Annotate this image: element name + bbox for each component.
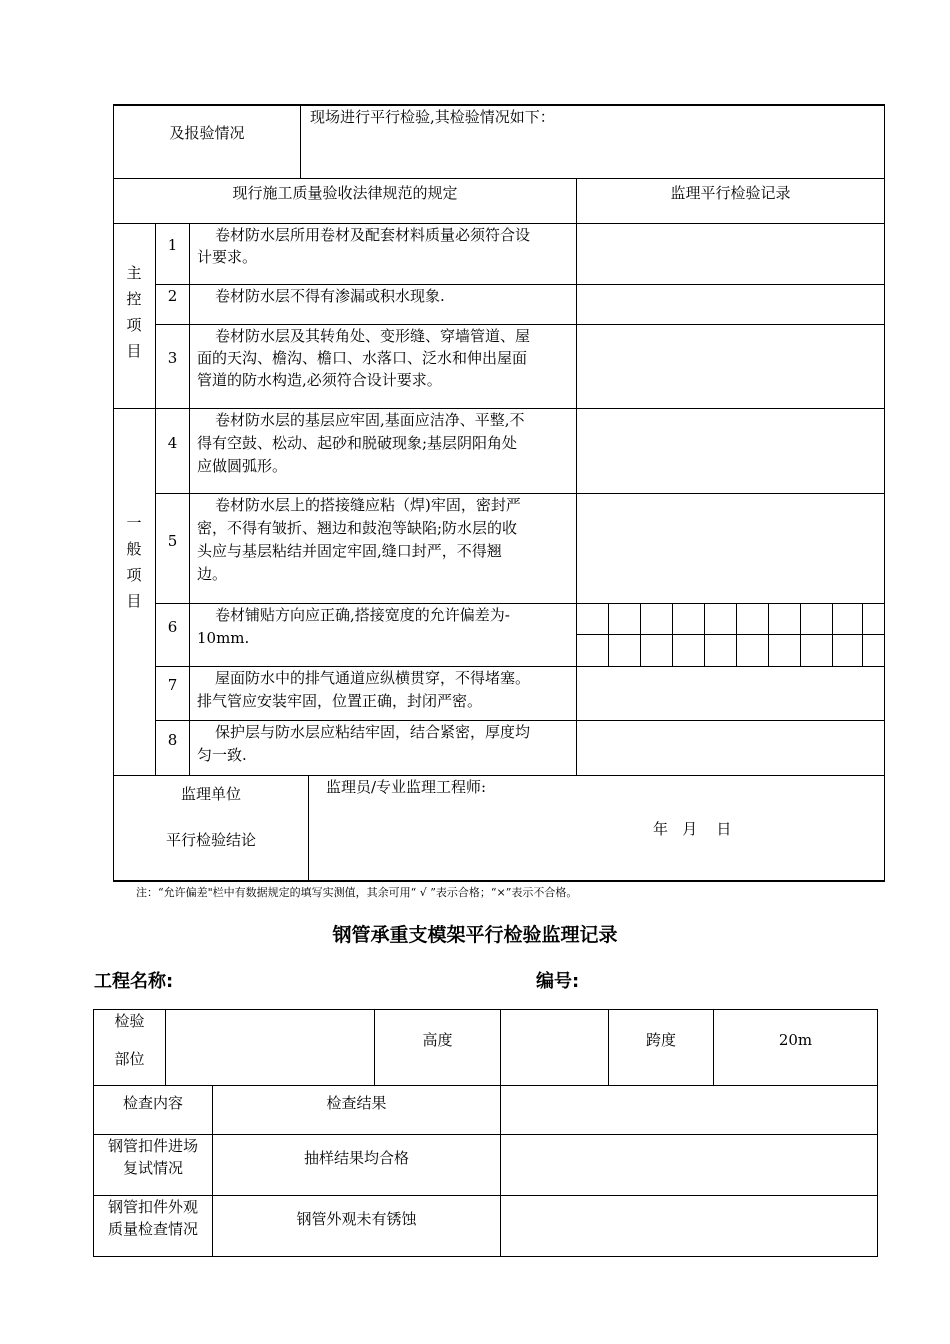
spec-column-header: 现行施工质量验收法律规范的规定 xyxy=(232,184,458,202)
result-header: 检查结果 xyxy=(326,1094,387,1112)
item-number: 1 xyxy=(167,236,178,254)
supervisor-unit-label: 监理单位 xyxy=(180,785,241,803)
span-value: 20m xyxy=(778,1031,813,1049)
record-column-header: 监理平行检验记录 xyxy=(670,184,791,202)
conclusion-label: 平行检验结论 xyxy=(165,831,256,849)
height-label: 高度 xyxy=(422,1031,453,1049)
item-number: 5 xyxy=(167,532,178,550)
number-label: 编号: xyxy=(536,971,580,992)
project-name-label: 工程名称: xyxy=(94,971,174,992)
supervisor-signature-label: 监理员/专业监理工程师: xyxy=(326,778,487,796)
row-item: 钢管扣件外观 xyxy=(107,1198,198,1216)
location-label-line2: 部位 xyxy=(114,1050,145,1068)
inspection-report-label: 及报验情况 xyxy=(169,124,245,142)
main-control-group-label: 主 控 项 目 xyxy=(126,264,142,360)
row-item: 钢管扣件进场 xyxy=(107,1137,198,1155)
item-number: 2 xyxy=(167,287,178,305)
item-number: 8 xyxy=(167,731,178,749)
item-number: 6 xyxy=(167,618,178,636)
item-number: 3 xyxy=(167,349,178,367)
page-title: 钢管承重支模架平行检验监理记录 xyxy=(332,924,618,946)
row-result: 钢管外观未有锈蚀 xyxy=(296,1210,417,1228)
content-header: 检查内容 xyxy=(122,1094,183,1112)
row-item-line2: 复试情况 xyxy=(122,1159,183,1177)
span-label: 跨度 xyxy=(645,1031,676,1049)
item-number: 4 xyxy=(167,434,178,452)
row-item-line2: 质量检查情况 xyxy=(107,1220,198,1238)
row-result: 抽样结果均合格 xyxy=(303,1149,409,1167)
general-group-label: 一 般 项 目 xyxy=(126,514,142,610)
date-line: 年 月 日 xyxy=(653,820,732,838)
location-label: 检验 xyxy=(114,1012,145,1030)
footnote: 注：“允许偏差"栏中有数据规定的填写实测值，其余可用“ √ ”表示合格；“×”表示不合格。 xyxy=(136,886,578,899)
onsite-inspection-text: 现场进行平行检验,其检验情况如下： xyxy=(310,108,555,126)
item-number: 7 xyxy=(167,676,178,694)
